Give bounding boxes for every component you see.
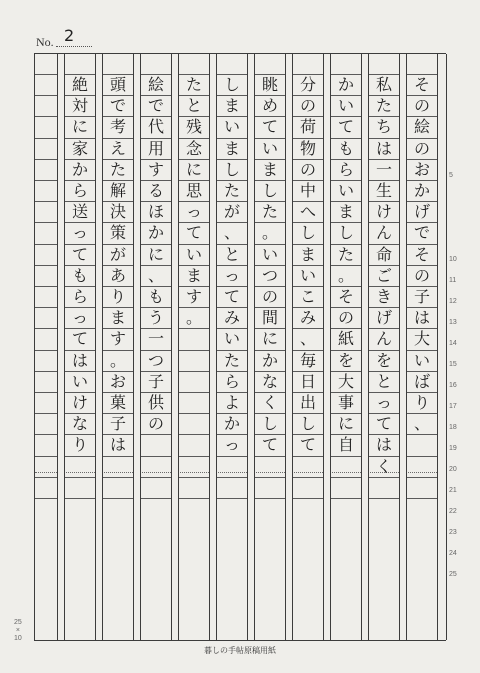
manuscript-character: い <box>299 265 316 285</box>
column-gap <box>437 54 447 640</box>
manuscript-character: は <box>375 138 392 158</box>
manuscript-character: た <box>261 202 278 222</box>
manuscript-character: っ <box>185 202 202 222</box>
manuscript-character: り <box>71 435 88 455</box>
manuscript-character: の <box>261 287 278 306</box>
row-number: 21 <box>449 486 457 494</box>
grid-size-rows: 25 <box>14 619 22 626</box>
manuscript-character: げ <box>375 308 392 328</box>
manuscript-character: 出 <box>299 393 316 412</box>
manuscript-character: し <box>337 223 354 243</box>
manuscript-character: 絶 <box>71 75 88 94</box>
manuscript-character: お <box>109 371 126 391</box>
manuscript-character: 子 <box>413 287 430 306</box>
row-number: 18 <box>449 423 457 431</box>
manuscript-character: に <box>337 414 354 434</box>
row-number: 22 <box>449 507 457 515</box>
manuscript-character: っ <box>223 265 240 285</box>
manuscript-character: 中 <box>299 181 316 200</box>
manuscript-character: 。 <box>337 265 354 285</box>
manuscript-character: へ <box>299 202 316 222</box>
manuscript-character: 。 <box>109 350 126 370</box>
manuscript-character: っ <box>71 223 88 243</box>
manuscript-character: お <box>413 159 430 179</box>
manuscript-character: 生 <box>375 181 392 200</box>
manuscript-character: 解 <box>109 181 126 200</box>
manuscript-character: な <box>71 414 88 434</box>
row-number: 12 <box>449 297 457 305</box>
manuscript-character: よ <box>223 393 240 412</box>
manuscript-character: 代 <box>147 117 164 137</box>
column-gap <box>399 54 407 640</box>
manuscript-character: に <box>71 117 88 137</box>
manuscript-character: ら <box>223 371 240 391</box>
manuscript-character: と <box>185 96 202 116</box>
column-gap <box>171 54 179 640</box>
manuscript-character: つ <box>261 265 278 285</box>
row-number: 23 <box>449 528 457 536</box>
manuscript-character: 事 <box>337 393 354 412</box>
manuscript-grid <box>34 53 446 641</box>
manuscript-character: ん <box>375 329 392 349</box>
manuscript-character: 日 <box>299 371 316 391</box>
manuscript-character: た <box>185 75 202 94</box>
manuscript-character: も <box>337 138 354 158</box>
manuscript-character: す <box>109 329 126 349</box>
manuscript-character: か <box>413 181 430 200</box>
manuscript-character: 。 <box>261 223 278 243</box>
manuscript-character: で <box>147 96 164 116</box>
row-number: 25 <box>449 570 457 578</box>
manuscript-character: ま <box>223 138 240 158</box>
manuscript-character: き <box>375 287 392 306</box>
manuscript-character: そ <box>413 75 430 94</box>
manuscript-column <box>293 54 323 642</box>
manuscript-character: ま <box>337 202 354 222</box>
page-number: 2 <box>64 26 75 45</box>
manuscript-character: ば <box>413 371 430 391</box>
row-number: 5 <box>449 171 453 179</box>
manuscript-character: り <box>109 287 126 306</box>
manuscript-character: の <box>413 265 430 285</box>
manuscript-character: に <box>261 329 278 349</box>
manuscript-character: か <box>223 414 240 434</box>
manuscript-character: か <box>337 75 354 94</box>
manuscript-character: け <box>375 202 392 222</box>
manuscript-character: い <box>337 96 354 116</box>
manuscript-character: り <box>413 393 430 412</box>
manuscript-column <box>65 54 95 642</box>
manuscript-character: げ <box>413 202 430 222</box>
manuscript-character: 思 <box>185 181 202 200</box>
manuscript-character: 命 <box>375 244 392 264</box>
manuscript-character: 、 <box>223 223 240 243</box>
manuscript-character: の <box>413 96 430 116</box>
row-number: 11 <box>449 276 457 284</box>
manuscript-character: 菓 <box>109 393 126 412</box>
manuscript-character: み <box>223 308 240 328</box>
manuscript-character: も <box>71 265 88 285</box>
manuscript-character: そ <box>413 244 430 264</box>
manuscript-character: は <box>71 350 88 370</box>
manuscript-column <box>179 54 209 642</box>
manuscript-character: ま <box>223 96 240 116</box>
manuscript-column <box>141 54 171 642</box>
manuscript-character: ち <box>375 117 392 137</box>
manuscript-character: 。 <box>185 308 202 328</box>
manuscript-character: 自 <box>337 435 354 455</box>
paper-brand-footer: 暮しの手帖原稿用紙 <box>204 646 276 655</box>
manuscript-character: し <box>299 414 316 434</box>
manuscript-character: え <box>109 138 126 158</box>
row-number: 15 <box>449 360 457 368</box>
column-gap <box>209 54 217 640</box>
manuscript-character: 大 <box>337 371 354 391</box>
manuscript-character: い <box>261 138 278 158</box>
manuscript-character: 紙 <box>337 329 354 349</box>
column-gap <box>57 54 65 640</box>
column-gap <box>323 54 331 640</box>
manuscript-character: こ <box>299 287 316 306</box>
manuscript-character: い <box>413 350 430 370</box>
manuscript-character: い <box>223 329 240 349</box>
manuscript-character: 荷 <box>299 117 316 137</box>
manuscript-character: ら <box>71 181 88 200</box>
manuscript-character: た <box>223 350 240 370</box>
manuscript-column <box>103 54 133 642</box>
manuscript-character: 対 <box>71 96 88 116</box>
row-number: 16 <box>449 381 457 389</box>
manuscript-character: た <box>337 244 354 264</box>
manuscript-column <box>407 54 437 642</box>
manuscript-character: し <box>261 181 278 200</box>
manuscript-character: 一 <box>147 329 164 349</box>
manuscript-character: の <box>299 159 316 179</box>
manuscript-character: す <box>147 159 164 179</box>
manuscript-character: は <box>413 308 430 328</box>
manuscript-character: 間 <box>261 308 278 328</box>
manuscript-character: す <box>185 287 202 306</box>
manuscript-character: つ <box>147 350 164 370</box>
manuscript-character: う <box>147 308 164 328</box>
row-number: 19 <box>449 444 457 452</box>
manuscript-character: 残 <box>185 117 202 137</box>
manuscript-character: 決 <box>109 202 126 222</box>
manuscript-character: っ <box>71 308 88 328</box>
manuscript-character: っ <box>375 393 392 412</box>
manuscript-character: は <box>109 435 126 455</box>
manuscript-character: が <box>109 244 126 264</box>
manuscript-character: い <box>337 181 354 200</box>
manuscript-character: を <box>337 350 354 370</box>
manuscript-character: 策 <box>109 223 126 243</box>
manuscript-character: 用 <box>147 138 164 158</box>
manuscript-character: し <box>223 75 240 94</box>
manuscript-character: て <box>223 287 240 306</box>
manuscript-character: て <box>375 414 392 434</box>
manuscript-character: あ <box>109 265 126 285</box>
manuscript-character: の <box>337 308 354 328</box>
manuscript-character: く <box>261 393 278 412</box>
manuscript-character: て <box>71 329 88 349</box>
column-gap <box>247 54 255 640</box>
number-label: No. <box>36 35 54 49</box>
manuscript-character: 子 <box>109 414 126 434</box>
row-number: 17 <box>449 402 457 410</box>
manuscript-character: と <box>375 371 392 391</box>
manuscript-character: た <box>375 96 392 116</box>
manuscript-character: で <box>109 96 126 116</box>
manuscript-column <box>331 54 361 642</box>
manuscript-character: を <box>375 350 392 370</box>
manuscript-column <box>255 54 285 642</box>
manuscript-character: 、 <box>299 329 316 349</box>
manuscript-character: た <box>223 181 240 200</box>
manuscript-character: 送 <box>71 202 88 222</box>
row-number: 14 <box>449 339 457 347</box>
manuscript-character: の <box>147 414 164 434</box>
manuscript-character: な <box>261 371 278 391</box>
manuscript-character: に <box>185 159 202 179</box>
manuscript-character: で <box>413 223 430 243</box>
manuscript-character: く <box>375 456 392 476</box>
grid-size-cols: 10 <box>14 635 22 642</box>
manuscript-character: て <box>71 244 88 264</box>
manuscript-character: い <box>223 117 240 137</box>
manuscript-character: し <box>223 159 240 179</box>
manuscript-character: と <box>223 244 240 264</box>
manuscript-character: 供 <box>147 393 164 412</box>
manuscript-character: そ <box>337 287 354 306</box>
manuscript-column <box>369 54 399 642</box>
manuscript-character: 、 <box>413 414 430 434</box>
manuscript-character: 分 <box>299 75 316 94</box>
manuscript-character: 絵 <box>147 75 164 94</box>
manuscript-character: 眺 <box>261 75 278 94</box>
manuscript-character: ん <box>375 223 392 243</box>
manuscript-character: 子 <box>147 371 164 391</box>
manuscript-character: み <box>299 308 316 328</box>
manuscript-character: の <box>299 96 316 116</box>
manuscript-character: ま <box>299 244 316 264</box>
manuscript-character: の <box>413 138 430 158</box>
manuscript-character: 毎 <box>299 350 316 370</box>
manuscript-character: 大 <box>413 329 430 349</box>
manuscript-column <box>217 54 247 642</box>
grid-size-label <box>14 619 22 643</box>
manuscript-character: た <box>109 159 126 179</box>
column-gap <box>361 54 369 640</box>
manuscript-character: て <box>337 117 354 137</box>
manuscript-character: ま <box>109 308 126 328</box>
grid-size-times: × <box>15 627 20 634</box>
manuscript-character: て <box>185 223 202 243</box>
row-number: 10 <box>449 255 457 263</box>
manuscript-character: て <box>261 435 278 455</box>
manuscript-character: 念 <box>185 138 202 158</box>
row-number: 20 <box>449 465 457 473</box>
manuscript-character: っ <box>223 435 240 455</box>
manuscript-character: ら <box>337 159 354 179</box>
manuscript-character: め <box>261 96 278 116</box>
manuscript-character: い <box>185 244 202 264</box>
manuscript-character: 、 <box>147 265 164 285</box>
manuscript-character: 物 <box>299 138 316 158</box>
manuscript-character: ま <box>261 159 278 179</box>
manuscript-character: 頭 <box>109 75 126 94</box>
manuscript-character: か <box>261 350 278 370</box>
manuscript-character: 考 <box>109 117 126 137</box>
manuscript-character: 私 <box>375 75 392 94</box>
manuscript-character: ご <box>375 265 392 285</box>
manuscript-character: い <box>71 371 88 391</box>
manuscript-character: 一 <box>375 159 392 179</box>
manuscript-character: ま <box>185 265 202 285</box>
row-number: 13 <box>449 318 457 326</box>
manuscript-character: 家 <box>71 138 88 158</box>
manuscript-character: に <box>147 244 164 264</box>
manuscript-character: ら <box>71 287 88 306</box>
manuscript-character: い <box>261 244 278 264</box>
column-gap <box>133 54 141 640</box>
manuscript-character: も <box>147 287 164 306</box>
manuscript-character: し <box>299 223 316 243</box>
manuscript-character: が <box>223 202 240 222</box>
column-gap <box>285 54 293 640</box>
manuscript-character: し <box>261 414 278 434</box>
manuscript-character: る <box>147 181 164 200</box>
row-number: 24 <box>449 549 457 557</box>
manuscript-character: か <box>147 223 164 243</box>
manuscript-character: け <box>71 393 88 412</box>
manuscript-character: ほ <box>147 202 164 222</box>
manuscript-character: て <box>261 117 278 137</box>
number-underline <box>56 46 92 47</box>
column-gap <box>95 54 103 640</box>
manuscript-character: か <box>71 159 88 179</box>
manuscript-character: は <box>375 435 392 455</box>
manuscript-character: て <box>299 435 316 455</box>
manuscript-character: 絵 <box>413 117 430 137</box>
